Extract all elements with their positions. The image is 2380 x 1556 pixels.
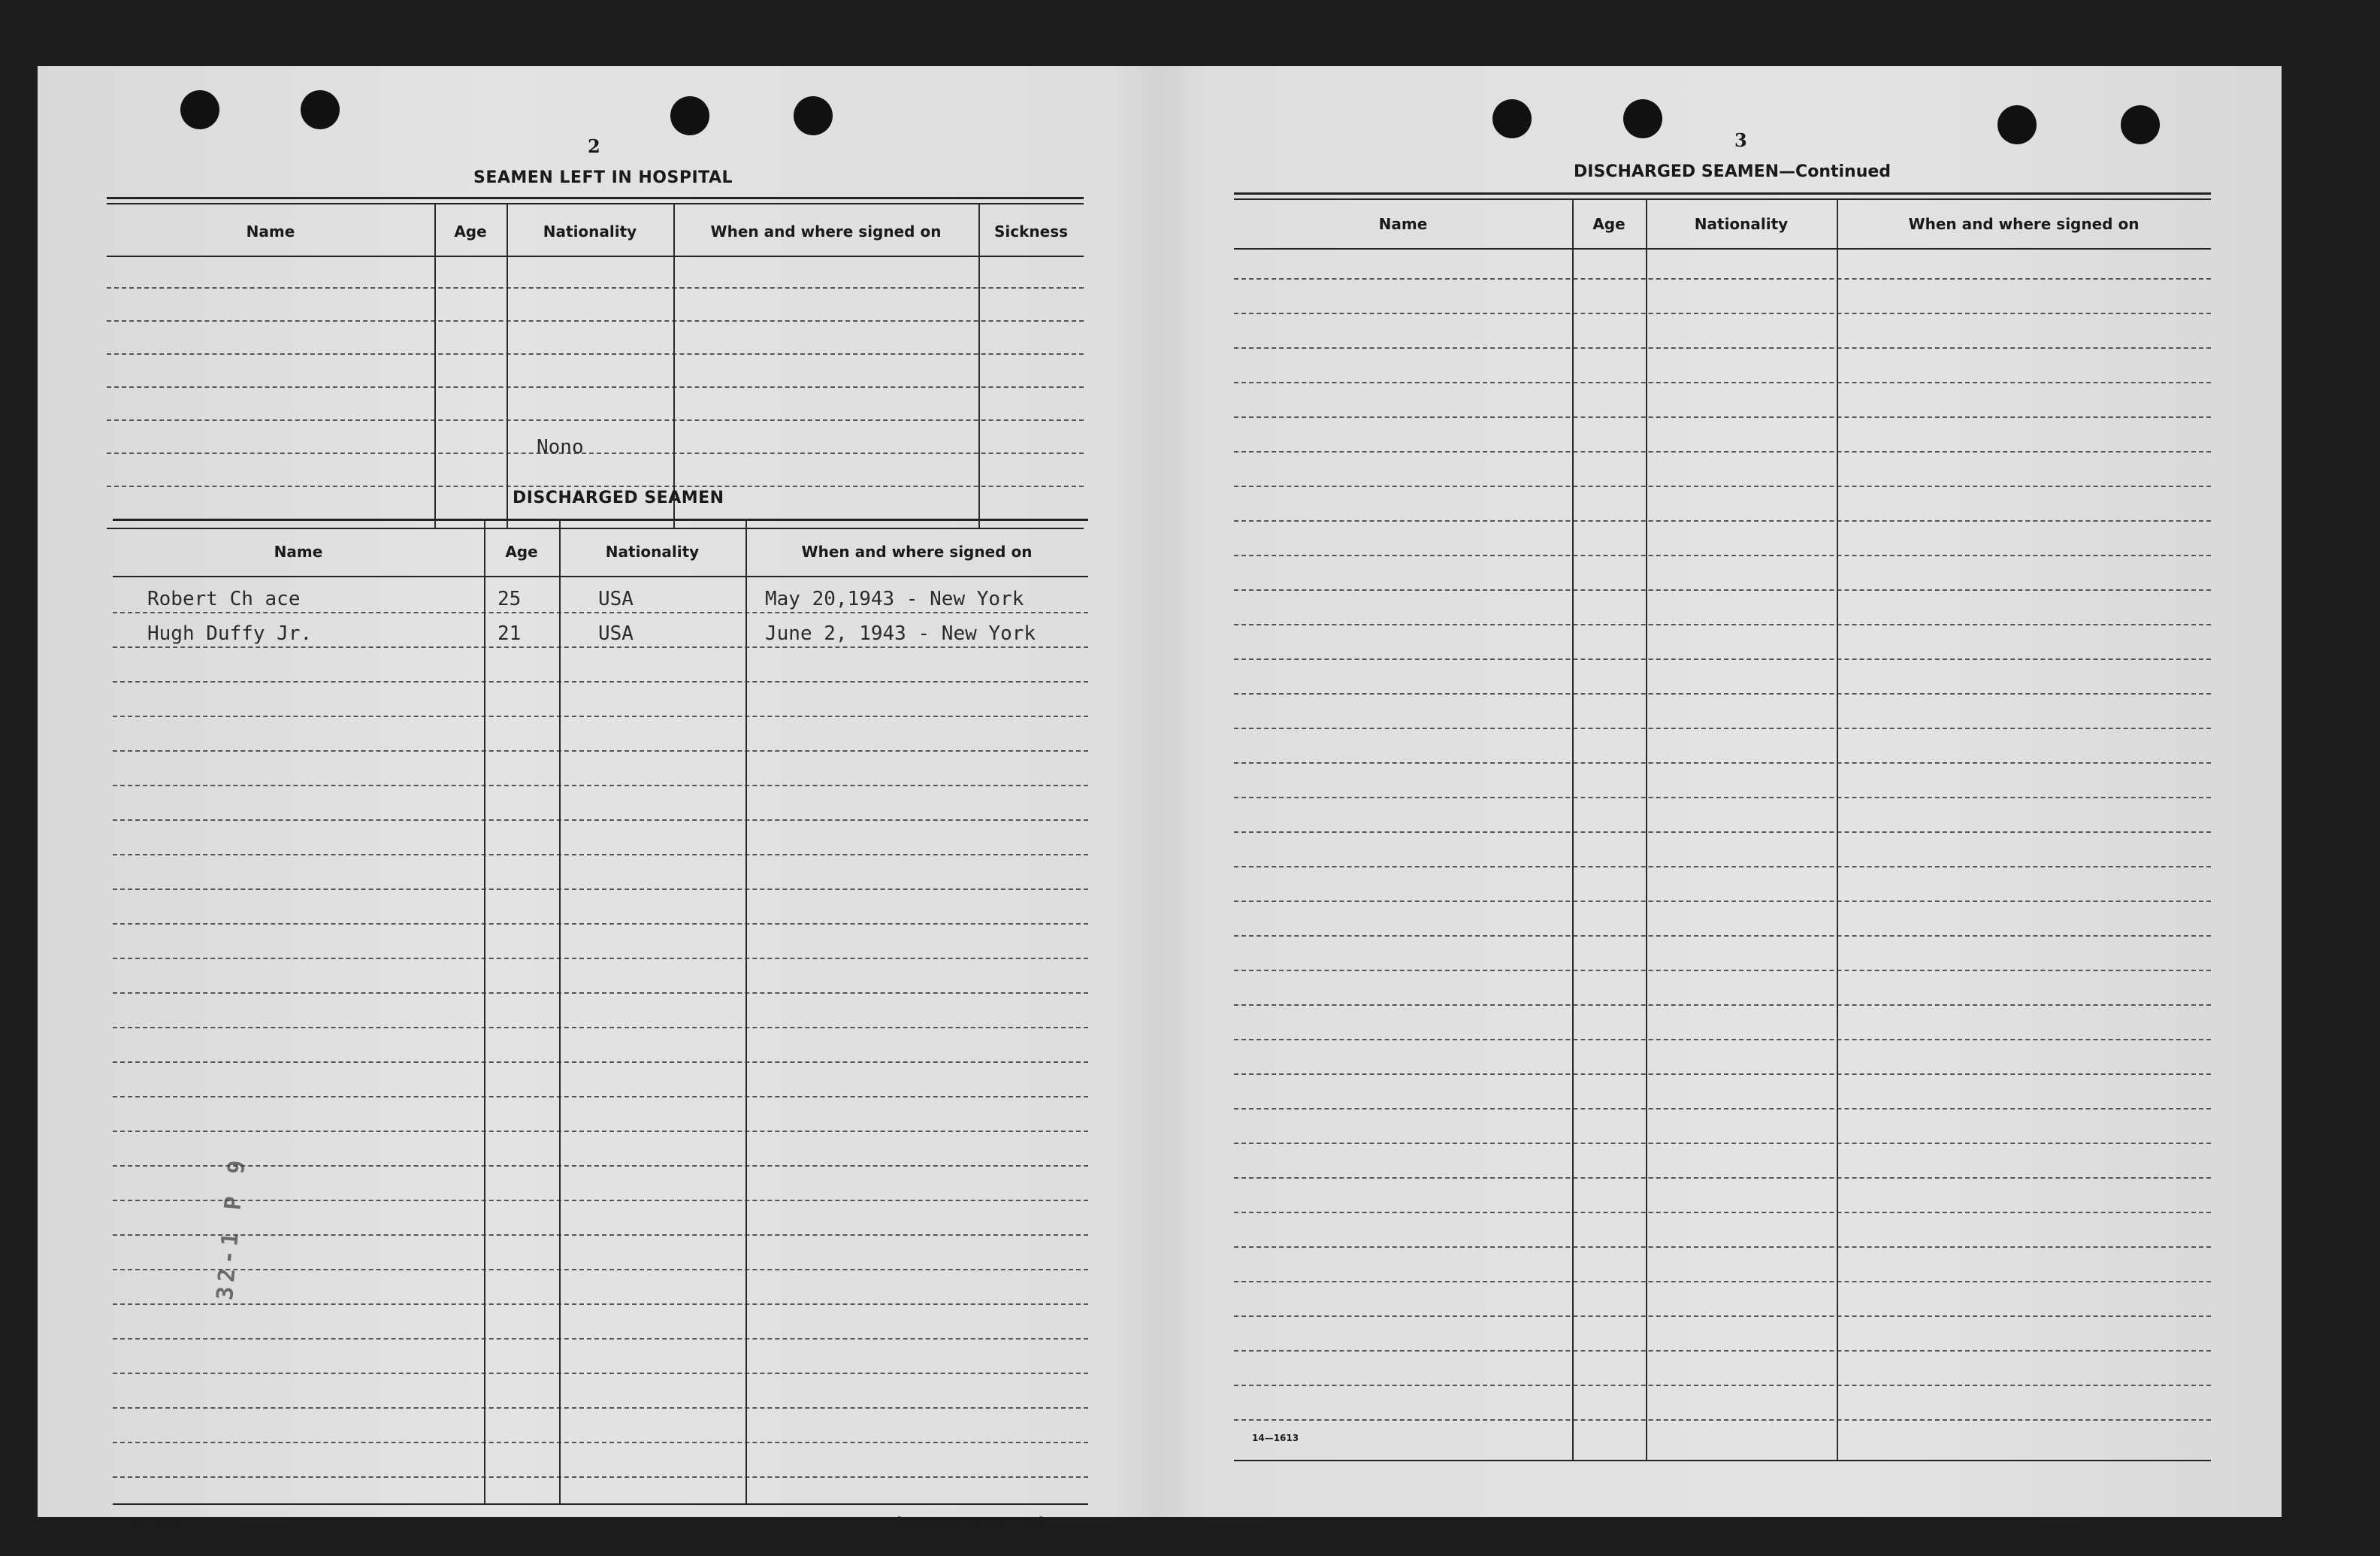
page-number-right: 3 [1734, 129, 1747, 151]
discharged-age: 25 [497, 588, 522, 610]
col-header-nationality: Nationality [1694, 215, 1789, 233]
punch-hole [1623, 99, 1662, 138]
form-number-left: 14—1613 [132, 1515, 180, 1526]
col-header-nationality: Nationality [543, 223, 637, 241]
discharged-nationality: USA [598, 588, 634, 610]
discharged-table [113, 519, 1088, 1511]
col-header-signed-on: When and where signed on [1908, 215, 2140, 233]
col-header-age: Age [454, 223, 487, 241]
discharged-signed-on: June 2, 1943 - New York [765, 622, 1036, 645]
discharged-continued-table [1234, 192, 2211, 1485]
continued-note: [CONTINUED ON NEXT PAGE] [897, 1515, 1044, 1526]
punch-hole [794, 96, 833, 135]
hospital-entry-none: Nono [537, 436, 584, 459]
punch-hole [180, 90, 219, 129]
discharged-age: 21 [497, 622, 522, 645]
discharged-nationality: USA [598, 622, 634, 645]
discharged-continued-title: DISCHARGED SEAMEN—Continued [1574, 162, 1892, 181]
col-header-signed-on: When and where signed on [710, 223, 942, 241]
hospital-table [107, 197, 1084, 537]
discharged-name: Robert Ch ace [147, 588, 301, 610]
col-header-name: Name [246, 223, 295, 241]
page-number-left: 2 [588, 135, 600, 157]
col-header-signed-on: When and where signed on [801, 543, 1033, 561]
discharged-signed-on: May 20,1943 - New York [765, 588, 1024, 610]
discharged-section-title: DISCHARGED SEAMEN [513, 489, 724, 507]
margin-stamp: 32-1 P 9 [212, 1155, 251, 1302]
punch-hole [1997, 105, 2037, 144]
col-header-age: Age [1592, 215, 1625, 233]
punch-hole [670, 96, 709, 135]
col-header-name: Name [274, 543, 323, 561]
document-scan [38, 66, 2282, 1526]
punch-hole [1492, 99, 1532, 138]
col-header-age: Age [505, 543, 538, 561]
form-number-right: 14—1613 [1252, 1433, 1299, 1443]
punch-hole [2121, 105, 2160, 144]
hospital-section-title: SEAMEN LEFT IN HOSPITAL [473, 168, 733, 187]
discharged-name: Hugh Duffy Jr. [147, 622, 313, 645]
col-header-nationality: Nationality [605, 543, 700, 561]
col-header-name: Name [1378, 215, 1428, 233]
col-header-sickness: Sickness [993, 223, 1069, 241]
punch-hole [301, 90, 340, 129]
